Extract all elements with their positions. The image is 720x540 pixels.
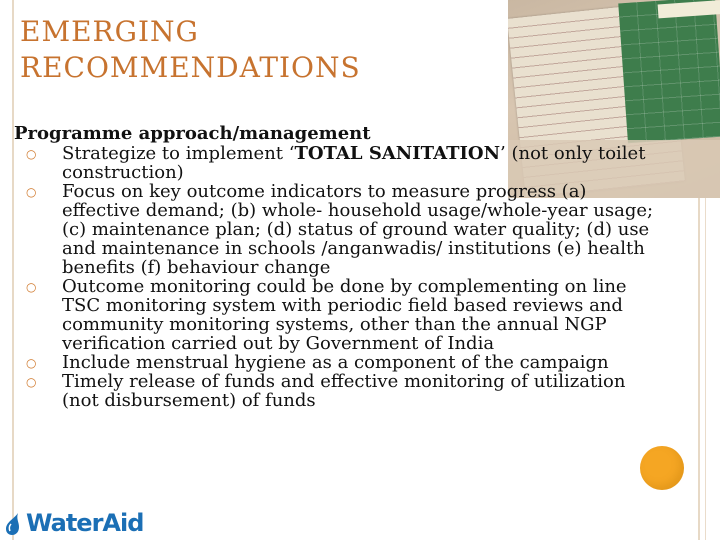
bullet-text: Focus on key outcome indicators to measure progress (a) effective demand; (b) whole- household usage/whole-year usage; (c) maintenance plan; (d) status of ground water quality; (d) use and maintenance in schools /anganwadis/ institutions (e) health benefits (f) behaviour change [62, 181, 654, 278]
logo-text: WaterAid [26, 509, 144, 537]
water-drop-icon [0, 510, 26, 536]
decorative-orange-circle [640, 446, 684, 490]
wateraid-logo [0, 508, 143, 538]
green-chart-board [618, 0, 720, 143]
ring-bullet-icon: ○ [26, 147, 37, 161]
ring-bullet-icon: ○ [26, 280, 37, 294]
bullet-highlight: TOTAL SANITATION [294, 143, 501, 164]
slide-title [20, 14, 540, 86]
section-heading: Programme approach/management [14, 123, 371, 144]
list-item [14, 182, 654, 277]
bullet-text: Timely release of funds and effective monitoring of utilization (not disbursement) of funds [62, 371, 626, 411]
list-item [14, 372, 654, 410]
slide-body [14, 124, 654, 410]
ring-bullet-icon: ○ [26, 356, 37, 370]
ring-bullet-icon: ○ [26, 185, 37, 199]
list-item [14, 353, 654, 372]
bullet-text-post: ’ (not only toilet construction) [62, 143, 646, 183]
title-line-2: RECOMMENDATIONS [20, 51, 361, 84]
list-item [14, 277, 654, 353]
bullet-text: Include menstrual hygiene as a component of the campaign [62, 352, 609, 373]
ring-bullet-icon: ○ [26, 375, 37, 389]
bullet-text: Outcome monitoring could be done by complementing on line TSC monitoring system with periodic field based reviews and community monitoring systems, other than the annual NGP verification carried out by Government of India [62, 276, 627, 354]
recommendation-list [14, 144, 654, 410]
list-item [14, 144, 654, 182]
bullet-text-pre: Strategize to implement ‘ [62, 143, 295, 164]
title-line-1: EMERGING [20, 15, 199, 48]
